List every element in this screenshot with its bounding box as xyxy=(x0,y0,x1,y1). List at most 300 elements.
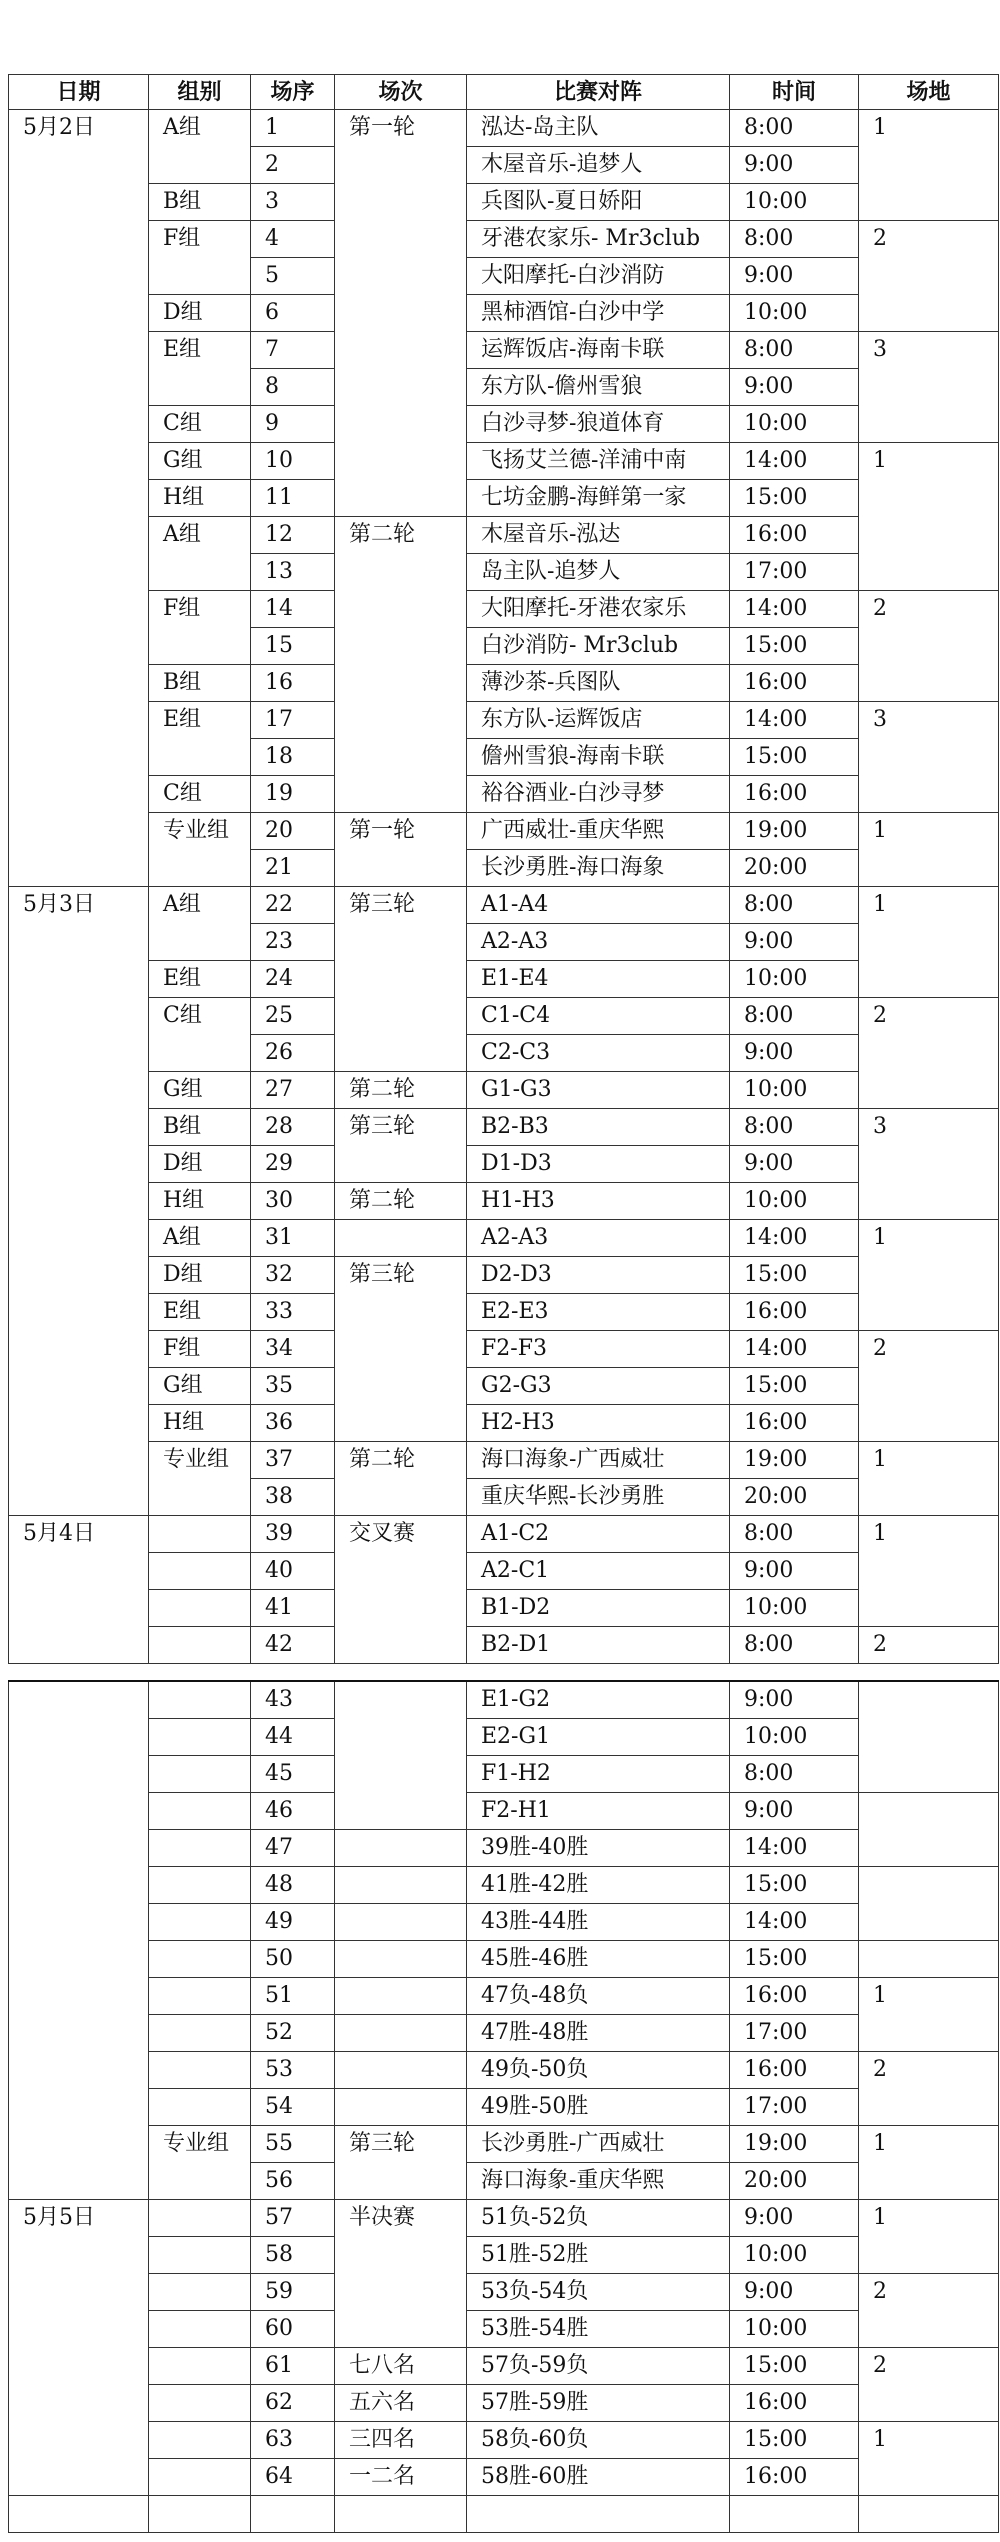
time-cell: 10:00 xyxy=(730,1719,859,1756)
group-cell xyxy=(149,1553,251,1590)
time-cell: 9:00 xyxy=(730,258,859,295)
venue-cell: 2 xyxy=(859,998,999,1109)
round-cell xyxy=(335,2089,467,2126)
time-cell: 17:00 xyxy=(730,554,859,591)
header-group: 组别 xyxy=(149,75,251,110)
schedule-table-part-2 xyxy=(8,1680,999,2533)
table-row xyxy=(9,1978,999,2015)
table-row xyxy=(9,887,999,924)
empty-cell xyxy=(467,2496,730,2533)
match-number-cell: 36 xyxy=(251,1405,335,1442)
table-row xyxy=(9,1442,999,1479)
group-cell: E组 xyxy=(149,332,251,406)
time-cell: 15:00 xyxy=(730,1867,859,1904)
matchup-cell: 白沙消防- Mr3club xyxy=(467,628,730,665)
venue-cell xyxy=(859,1681,999,1793)
matchup-cell: 57负-59负 xyxy=(467,2348,730,2385)
round-cell: 第一轮 xyxy=(335,110,467,517)
table-row xyxy=(9,2052,999,2089)
match-number-cell: 50 xyxy=(251,1941,335,1978)
matchup-cell: D1-D3 xyxy=(467,1146,730,1183)
time-cell: 10:00 xyxy=(730,295,859,332)
table-row xyxy=(9,776,999,813)
matchup-cell: 黑柿酒馆-白沙中学 xyxy=(467,295,730,332)
table-row xyxy=(9,2422,999,2459)
match-number-cell: 26 xyxy=(251,1035,335,1072)
round-cell: 第二轮 xyxy=(335,517,467,813)
match-number-cell: 20 xyxy=(251,813,335,850)
time-cell: 8:00 xyxy=(730,887,859,924)
match-number-cell: 10 xyxy=(251,443,335,480)
venue-cell: 2 xyxy=(859,2348,999,2422)
match-number-cell: 42 xyxy=(251,1627,335,1664)
group-cell: H组 xyxy=(149,480,251,517)
group-cell: B组 xyxy=(149,184,251,221)
match-number-cell: 43 xyxy=(251,1681,335,1719)
header-row xyxy=(9,75,999,110)
time-cell: 17:00 xyxy=(730,2015,859,2052)
time-cell: 8:00 xyxy=(730,1109,859,1146)
date-cell: 5月5日 xyxy=(9,2200,149,2496)
match-number-cell: 53 xyxy=(251,2052,335,2089)
group-cell: D组 xyxy=(149,1257,251,1294)
match-number-cell: 57 xyxy=(251,2200,335,2237)
header-time: 时间 xyxy=(730,75,859,110)
match-number-cell: 28 xyxy=(251,1109,335,1146)
group-cell xyxy=(149,2274,251,2311)
group-cell xyxy=(149,1830,251,1867)
matchup-cell: B2-D1 xyxy=(467,1627,730,1664)
table-row xyxy=(9,110,999,147)
group-cell xyxy=(149,1941,251,1978)
group-cell: A组 xyxy=(149,517,251,591)
matchup-cell: F2-F3 xyxy=(467,1331,730,1368)
time-cell: 16:00 xyxy=(730,2052,859,2089)
matchup-cell: 运辉饭店-海南卡联 xyxy=(467,332,730,369)
table-row xyxy=(9,443,999,480)
match-number-cell: 32 xyxy=(251,1257,335,1294)
matchup-cell: 白沙寻梦-狼道体育 xyxy=(467,406,730,443)
time-cell: 9:00 xyxy=(730,924,859,961)
matchup-cell: F1-H2 xyxy=(467,1756,730,1793)
match-number-cell: 7 xyxy=(251,332,335,369)
venue-cell: 1 xyxy=(859,443,999,591)
matchup-cell: G1-G3 xyxy=(467,1072,730,1109)
empty-cell xyxy=(335,2496,467,2533)
time-cell: 20:00 xyxy=(730,2163,859,2200)
group-cell xyxy=(149,2385,251,2422)
matchup-cell: 49胜-50胜 xyxy=(467,2089,730,2126)
matchup-cell: 41胜-42胜 xyxy=(467,1867,730,1904)
round-cell xyxy=(335,2052,467,2089)
table-row xyxy=(9,1830,999,1867)
match-number-cell: 27 xyxy=(251,1072,335,1109)
group-cell: F组 xyxy=(149,221,251,295)
group-cell: E组 xyxy=(149,1294,251,1331)
match-number-cell: 2 xyxy=(251,147,335,184)
group-cell xyxy=(149,2089,251,2126)
round-cell: 一二名 xyxy=(335,2459,467,2496)
matchup-cell: 东方队-运辉饭店 xyxy=(467,702,730,739)
round-cell xyxy=(335,1867,467,1904)
time-cell: 16:00 xyxy=(730,1978,859,2015)
matchup-cell: 大阳摩托-白沙消防 xyxy=(467,258,730,295)
group-cell: F组 xyxy=(149,591,251,665)
group-cell: F组 xyxy=(149,1331,251,1368)
table-row xyxy=(9,1681,999,1719)
round-cell: 第二轮 xyxy=(335,1072,467,1109)
matchup-cell: F2-H1 xyxy=(467,1793,730,1830)
group-cell xyxy=(149,1793,251,1830)
round-cell xyxy=(335,1830,467,1867)
match-number-cell: 12 xyxy=(251,517,335,554)
group-cell: H组 xyxy=(149,1183,251,1220)
time-cell: 16:00 xyxy=(730,2385,859,2422)
table-row xyxy=(9,1553,999,1590)
group-cell: A组 xyxy=(149,887,251,961)
venue-cell: 1 xyxy=(859,1220,999,1331)
match-number-cell: 47 xyxy=(251,1830,335,1867)
group-cell: E组 xyxy=(149,961,251,998)
venue-cell: 1 xyxy=(859,887,999,998)
time-cell: 14:00 xyxy=(730,443,859,480)
matchup-cell: 长沙勇胜-广西威壮 xyxy=(467,2126,730,2163)
time-cell: 9:00 xyxy=(730,2274,859,2311)
group-cell: C组 xyxy=(149,998,251,1072)
matchup-cell: A1-C2 xyxy=(467,1516,730,1553)
match-number-cell: 23 xyxy=(251,924,335,961)
time-cell: 14:00 xyxy=(730,1331,859,1368)
time-cell: 10:00 xyxy=(730,2311,859,2348)
match-number-cell: 1 xyxy=(251,110,335,147)
matchup-cell: 49负-50负 xyxy=(467,2052,730,2089)
match-number-cell: 17 xyxy=(251,702,335,739)
empty-cell xyxy=(251,2496,335,2533)
match-number-cell: 5 xyxy=(251,258,335,295)
date-cell: 5月2日 xyxy=(9,110,149,887)
matchup-cell: E1-G2 xyxy=(467,1681,730,1719)
match-number-cell: 30 xyxy=(251,1183,335,1220)
group-cell: G组 xyxy=(149,1368,251,1405)
group-cell xyxy=(149,1867,251,1904)
table-row xyxy=(9,665,999,702)
table-row xyxy=(9,1793,999,1830)
match-number-cell: 6 xyxy=(251,295,335,332)
time-cell: 9:00 xyxy=(730,1146,859,1183)
matchup-cell: 58胜-60胜 xyxy=(467,2459,730,2496)
round-cell xyxy=(335,1904,467,1941)
time-cell: 10:00 xyxy=(730,184,859,221)
table-row xyxy=(9,2089,999,2126)
table-row xyxy=(9,702,999,739)
match-number-cell: 24 xyxy=(251,961,335,998)
time-cell: 10:00 xyxy=(730,1072,859,1109)
match-number-cell: 31 xyxy=(251,1220,335,1257)
time-cell: 17:00 xyxy=(730,2089,859,2126)
match-number-cell: 21 xyxy=(251,850,335,887)
matchup-cell: 海口海象-重庆华熙 xyxy=(467,2163,730,2200)
venue-cell: 1 xyxy=(859,2422,999,2496)
group-cell: A组 xyxy=(149,110,251,184)
group-cell xyxy=(149,2459,251,2496)
table-row xyxy=(9,813,999,850)
matchup-cell: 47负-48负 xyxy=(467,1978,730,2015)
table-row xyxy=(9,1516,999,1553)
group-cell xyxy=(149,1627,251,1664)
time-cell: 10:00 xyxy=(730,2237,859,2274)
round-cell xyxy=(335,1978,467,2015)
matchup-cell: 薄沙茶-兵图队 xyxy=(467,665,730,702)
match-number-cell: 46 xyxy=(251,1793,335,1830)
time-cell: 9:00 xyxy=(730,2200,859,2237)
round-cell: 第三轮 xyxy=(335,2126,467,2200)
group-cell xyxy=(149,1516,251,1553)
matchup-cell: 重庆华熙-长沙勇胜 xyxy=(467,1479,730,1516)
match-number-cell: 25 xyxy=(251,998,335,1035)
matchup-cell: 飞扬艾兰德-洋浦中南 xyxy=(467,443,730,480)
time-cell: 14:00 xyxy=(730,1220,859,1257)
venue-cell: 1 xyxy=(859,813,999,887)
time-cell: 16:00 xyxy=(730,1294,859,1331)
match-number-cell: 16 xyxy=(251,665,335,702)
group-cell: D组 xyxy=(149,1146,251,1183)
table-row xyxy=(9,221,999,258)
match-number-cell: 34 xyxy=(251,1331,335,1368)
time-cell: 15:00 xyxy=(730,2348,859,2385)
match-number-cell: 33 xyxy=(251,1294,335,1331)
venue-cell xyxy=(859,1867,999,1941)
group-cell: C组 xyxy=(149,776,251,813)
time-cell: 14:00 xyxy=(730,1830,859,1867)
match-number-cell: 61 xyxy=(251,2348,335,2385)
empty-cell xyxy=(149,2496,251,2533)
venue-cell: 1 xyxy=(859,2126,999,2200)
table-row xyxy=(9,1072,999,1109)
round-cell: 第二轮 xyxy=(335,1183,467,1220)
round-cell: 五六名 xyxy=(335,2385,467,2422)
time-cell: 16:00 xyxy=(730,1405,859,1442)
table-row xyxy=(9,1590,999,1627)
time-cell: 15:00 xyxy=(730,1368,859,1405)
time-cell: 9:00 xyxy=(730,1681,859,1719)
time-cell: 16:00 xyxy=(730,665,859,702)
table-row xyxy=(9,406,999,443)
group-cell: B组 xyxy=(149,1109,251,1146)
venue-cell: 3 xyxy=(859,702,999,813)
time-cell: 9:00 xyxy=(730,1793,859,1830)
empty-row xyxy=(9,2496,999,2533)
round-cell xyxy=(335,1941,467,1978)
time-cell: 8:00 xyxy=(730,1756,859,1793)
round-cell: 第三轮 xyxy=(335,1109,467,1183)
time-cell: 8:00 xyxy=(730,332,859,369)
venue-cell: 1 xyxy=(859,2200,999,2274)
time-cell: 8:00 xyxy=(730,1627,859,1664)
matchup-cell: 七坊金鹏-海鲜第一家 xyxy=(467,480,730,517)
time-cell: 14:00 xyxy=(730,591,859,628)
matchup-cell: E2-G1 xyxy=(467,1719,730,1756)
time-cell: 10:00 xyxy=(730,406,859,443)
header-venue: 场地 xyxy=(859,75,999,110)
time-cell: 19:00 xyxy=(730,813,859,850)
venue-cell: 2 xyxy=(859,591,999,702)
table-row xyxy=(9,2126,999,2163)
time-cell: 19:00 xyxy=(730,2126,859,2163)
match-number-cell: 18 xyxy=(251,739,335,776)
matchup-cell: 东方队-儋州雪狼 xyxy=(467,369,730,406)
group-cell: G组 xyxy=(149,1072,251,1109)
table-row xyxy=(9,1109,999,1146)
match-number-cell: 54 xyxy=(251,2089,335,2126)
round-cell: 第三轮 xyxy=(335,887,467,1072)
header-date: 日期 xyxy=(9,75,149,110)
venue-cell: 2 xyxy=(859,221,999,332)
table-row xyxy=(9,517,999,554)
round-cell xyxy=(335,1681,467,1830)
matchup-cell: A1-A4 xyxy=(467,887,730,924)
group-cell xyxy=(149,1681,251,1719)
time-cell: 15:00 xyxy=(730,628,859,665)
time-cell: 9:00 xyxy=(730,369,859,406)
venue-cell: 1 xyxy=(859,1516,999,1627)
match-number-cell: 58 xyxy=(251,2237,335,2274)
group-cell xyxy=(149,2052,251,2089)
table-row xyxy=(9,1405,999,1442)
time-cell: 15:00 xyxy=(730,1941,859,1978)
matchup-cell: G2-G3 xyxy=(467,1368,730,1405)
table-row xyxy=(9,1904,999,1941)
match-number-cell: 55 xyxy=(251,2126,335,2163)
table-row xyxy=(9,998,999,1035)
round-cell xyxy=(335,1220,467,1257)
matchup-cell: 木屋音乐-泓达 xyxy=(467,517,730,554)
match-number-cell: 14 xyxy=(251,591,335,628)
table-row xyxy=(9,1257,999,1294)
time-cell: 19:00 xyxy=(730,1442,859,1479)
venue-cell: 2 xyxy=(859,2052,999,2126)
matchup-cell: 57胜-59胜 xyxy=(467,2385,730,2422)
matchup-cell: 47胜-48胜 xyxy=(467,2015,730,2052)
match-number-cell: 8 xyxy=(251,369,335,406)
group-cell xyxy=(149,2422,251,2459)
venue-cell xyxy=(859,1793,999,1867)
table-row xyxy=(9,1627,999,1664)
matchup-cell: 43胜-44胜 xyxy=(467,1904,730,1941)
round-cell: 交叉赛 xyxy=(335,1516,467,1664)
table-row xyxy=(9,1331,999,1368)
matchup-cell: H2-H3 xyxy=(467,1405,730,1442)
table-row xyxy=(9,2385,999,2422)
header-round: 场次 xyxy=(335,75,467,110)
matchup-cell: E2-E3 xyxy=(467,1294,730,1331)
round-cell: 三四名 xyxy=(335,2422,467,2459)
venue-cell: 3 xyxy=(859,332,999,443)
matchup-cell: 45胜-46胜 xyxy=(467,1941,730,1978)
table-row xyxy=(9,184,999,221)
group-cell: 专业组 xyxy=(149,813,251,887)
matchup-cell: A2-A3 xyxy=(467,1220,730,1257)
match-number-cell: 52 xyxy=(251,2015,335,2052)
match-number-cell: 19 xyxy=(251,776,335,813)
time-cell: 9:00 xyxy=(730,1553,859,1590)
group-cell xyxy=(149,2015,251,2052)
match-number-cell: 45 xyxy=(251,1756,335,1793)
table-row xyxy=(9,2200,999,2237)
time-cell: 16:00 xyxy=(730,517,859,554)
time-cell: 15:00 xyxy=(730,739,859,776)
group-cell: E组 xyxy=(149,702,251,776)
table-row xyxy=(9,1294,999,1331)
matchup-cell: 51负-52负 xyxy=(467,2200,730,2237)
match-number-cell: 29 xyxy=(251,1146,335,1183)
venue-cell: 1 xyxy=(859,110,999,221)
date-cell xyxy=(9,1681,149,2200)
matchup-cell: 裕谷酒业-白沙寻梦 xyxy=(467,776,730,813)
time-cell: 20:00 xyxy=(730,1479,859,1516)
venue-cell: 1 xyxy=(859,1978,999,2052)
group-cell: D组 xyxy=(149,295,251,332)
table-row xyxy=(9,2348,999,2385)
match-number-cell: 62 xyxy=(251,2385,335,2422)
group-cell xyxy=(149,1904,251,1941)
round-cell: 半决赛 xyxy=(335,2200,467,2348)
match-number-cell: 44 xyxy=(251,1719,335,1756)
matchup-cell: 岛主队-追梦人 xyxy=(467,554,730,591)
group-cell xyxy=(149,1719,251,1756)
group-cell: 专业组 xyxy=(149,2126,251,2200)
match-number-cell: 35 xyxy=(251,1368,335,1405)
match-number-cell: 49 xyxy=(251,1904,335,1941)
round-cell: 第一轮 xyxy=(335,813,467,887)
schedule-table-part-1 xyxy=(8,74,999,1664)
table-row xyxy=(9,1368,999,1405)
match-number-cell: 3 xyxy=(251,184,335,221)
match-number-cell: 37 xyxy=(251,1442,335,1479)
table-row xyxy=(9,2274,999,2311)
time-cell: 8:00 xyxy=(730,221,859,258)
group-cell: G组 xyxy=(149,443,251,480)
matchup-cell: D2-D3 xyxy=(467,1257,730,1294)
group-cell xyxy=(149,1590,251,1627)
table-row xyxy=(9,295,999,332)
match-number-cell: 4 xyxy=(251,221,335,258)
match-number-cell: 39 xyxy=(251,1516,335,1553)
matchup-cell: A2-C1 xyxy=(467,1553,730,1590)
venue-cell xyxy=(859,1941,999,1978)
match-number-cell: 56 xyxy=(251,2163,335,2200)
group-cell xyxy=(149,1756,251,1793)
matchup-cell: 兵图队-夏日娇阳 xyxy=(467,184,730,221)
matchup-cell: 大阳摩托-牙港农家乐 xyxy=(467,591,730,628)
time-cell: 8:00 xyxy=(730,998,859,1035)
matchup-cell: 53胜-54胜 xyxy=(467,2311,730,2348)
time-cell: 20:00 xyxy=(730,850,859,887)
matchup-cell: 牙港农家乐- Mr3club xyxy=(467,221,730,258)
match-number-cell: 48 xyxy=(251,1867,335,1904)
group-cell: B组 xyxy=(149,665,251,702)
match-number-cell: 60 xyxy=(251,2311,335,2348)
time-cell: 15:00 xyxy=(730,480,859,517)
table-row xyxy=(9,2237,999,2274)
venue-cell: 3 xyxy=(859,1109,999,1220)
group-cell: C组 xyxy=(149,406,251,443)
match-number-cell: 64 xyxy=(251,2459,335,2496)
match-number-cell: 38 xyxy=(251,1479,335,1516)
time-cell: 14:00 xyxy=(730,702,859,739)
match-number-cell: 59 xyxy=(251,2274,335,2311)
match-number-cell: 41 xyxy=(251,1590,335,1627)
matchup-cell: H1-H3 xyxy=(467,1183,730,1220)
